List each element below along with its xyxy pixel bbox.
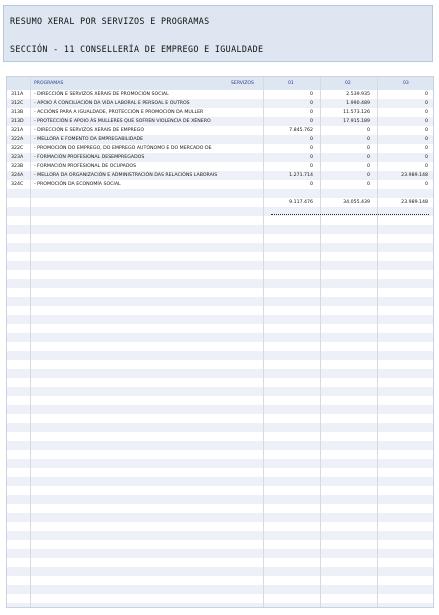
row-code: 311A — [11, 91, 24, 97]
col-03: 03 — [403, 81, 409, 86]
table-row — [7, 171, 433, 180]
row-value-02: 0 — [367, 163, 370, 169]
column-divider — [30, 77, 31, 607]
row-description: - FORMACIÓN PROFESIONAL DE OCUPADOS — [34, 163, 137, 169]
empty-row — [7, 585, 433, 594]
row-description: - MELLORA DA ORGANIZACIÓN E ADMINISTRACIÓN DAS RELACIÓNS LABORAIS — [34, 172, 218, 178]
empty-row — [7, 459, 433, 468]
row-value-02: 0 — [367, 172, 370, 178]
col-programas: PROGRAMAS — [34, 81, 64, 86]
table-row — [7, 90, 433, 99]
table-row — [7, 144, 433, 153]
row-value-03: 0 — [425, 145, 428, 151]
row-value-03: 23.989.148 — [401, 172, 428, 178]
row-value-03: 0 — [425, 118, 428, 124]
empty-row — [7, 495, 433, 504]
row-value-03: 0 — [425, 181, 428, 187]
empty-row — [7, 441, 433, 450]
row-value-03: 0 — [425, 154, 428, 160]
table-header — [7, 77, 433, 90]
empty-row — [7, 567, 433, 576]
col-02: 02 — [345, 81, 351, 86]
row-value-03: 0 — [425, 91, 428, 97]
empty-row — [7, 468, 433, 477]
column-divider — [263, 77, 264, 607]
report-header — [3, 5, 433, 62]
row-code: 323B — [11, 163, 24, 169]
row-value-02: 0 — [367, 145, 370, 151]
summary-table — [6, 76, 434, 608]
row-code: 313D — [11, 118, 24, 124]
empty-row — [7, 531, 433, 540]
row-value-01: 0 — [310, 136, 313, 142]
row-value-02: 0 — [367, 181, 370, 187]
col-servizos: SERVIZOS — [231, 81, 254, 86]
empty-row — [7, 360, 433, 369]
row-description: - ACCIÓNS PARA A IGUALDADE, PROTECCIÓN E PROMOCIÓN DA MULLER — [34, 109, 204, 115]
empty-row — [7, 405, 433, 414]
row-code: 322C — [11, 145, 24, 151]
empty-row — [7, 540, 433, 549]
row-value-02: 11.573.126 — [343, 109, 370, 115]
empty-row — [7, 342, 433, 351]
table-row — [7, 117, 433, 126]
empty-row — [7, 450, 433, 459]
empty-row — [7, 396, 433, 405]
row-value-01: 0 — [310, 163, 313, 169]
empty-row — [7, 252, 433, 261]
totals-row — [7, 198, 433, 207]
empty-row — [7, 378, 433, 387]
empty-row — [7, 333, 433, 342]
row-value-03: 0 — [425, 163, 428, 169]
table-row — [7, 153, 433, 162]
empty-row — [7, 558, 433, 567]
empty-row — [7, 216, 433, 225]
row-value-01: 1.271.714 — [289, 172, 313, 178]
row-code: 324A — [11, 172, 24, 178]
row-value-01: 0 — [310, 118, 313, 124]
row-code: 324C — [11, 181, 24, 187]
empty-row — [7, 288, 433, 297]
row-value-02: 2.539.935 — [346, 91, 370, 97]
empty-row — [7, 522, 433, 531]
empty-row — [7, 594, 433, 603]
empty-row — [7, 504, 433, 513]
row-value-03: 0 — [425, 127, 428, 133]
row-description: - DIRECCIÓN E SERVIZOS XERAIS DE PROMOCIÓN SOCIAL — [34, 91, 169, 97]
empty-row — [7, 486, 433, 495]
empty-row — [7, 387, 433, 396]
row-value-01: 0 — [310, 154, 313, 160]
empty-row — [7, 369, 433, 378]
report-title: RESUMO XERAL POR SERVIZOS E PROGRAMAS — [10, 16, 210, 26]
empty-row — [7, 270, 433, 279]
row-value-03: 0 — [425, 109, 428, 115]
empty-row — [7, 513, 433, 522]
table-body — [7, 90, 433, 608]
row-value-01: 0 — [310, 91, 313, 97]
row-value-02: 0 — [367, 127, 370, 133]
row-description: - PROMOCIÓN DO EMPREGO, DO EMPREGO AUTÓNOMO E DO MERCADO DE — [34, 145, 212, 151]
empty-row — [7, 432, 433, 441]
empty-row — [7, 477, 433, 486]
row-description: - FORMACIÓN PROFESIONAL DESEMPREGADOS — [34, 154, 145, 160]
row-code: 313B — [11, 109, 24, 115]
total-02: 34.055.439 — [343, 199, 370, 205]
row-value-03: 0 — [425, 100, 428, 106]
table-row — [7, 108, 433, 117]
column-divider — [377, 77, 378, 607]
row-value-02: 1.990.489 — [346, 100, 370, 106]
empty-row — [7, 297, 433, 306]
row-value-02: 0 — [367, 136, 370, 142]
row-description: - PROTECCIÓN E APOIO ÁS MULLERES QUE SOFREN VIOLENCIA DE XÉNERO — [34, 118, 211, 124]
row-code: 323A — [11, 154, 24, 160]
empty-row — [7, 225, 433, 234]
total-01: 9.117.476 — [289, 199, 313, 205]
row-value-01: 0 — [310, 181, 313, 187]
empty-row — [7, 306, 433, 315]
empty-row — [7, 234, 433, 243]
col-01: 01 — [288, 81, 294, 86]
row-code: 321A — [11, 127, 24, 133]
table-row — [7, 180, 433, 189]
row-code: 312C — [11, 100, 24, 106]
row-value-01: 0 — [310, 100, 313, 106]
empty-row — [7, 351, 433, 360]
section-title: SECCIÓN - 11 CONSELLERÍA DE EMPREGO E IGUALDADE — [10, 44, 264, 54]
table-row — [7, 135, 433, 144]
total-03: 23.989.148 — [401, 199, 428, 205]
empty-row — [7, 315, 433, 324]
column-divider — [320, 77, 321, 607]
row-value-03: 0 — [425, 136, 428, 142]
row-value-01: 0 — [310, 109, 313, 115]
empty-row — [7, 324, 433, 333]
table-row — [7, 99, 433, 108]
row-description: - PROMOCIÓN DA ECONOMÍA SOCIAL — [34, 181, 121, 187]
empty-row — [7, 603, 433, 608]
empty-row — [7, 414, 433, 423]
row-value-02: 17.915.189 — [343, 118, 370, 124]
row-value-02: 0 — [367, 154, 370, 160]
empty-row — [7, 423, 433, 432]
empty-row — [7, 549, 433, 558]
empty-row — [7, 576, 433, 585]
row-code: 322A — [11, 136, 24, 142]
row-description: - APOIO Á CONCILIACIÓN DA VIDA LABORAL E PERSOAL E OUTROS — [34, 100, 190, 106]
row-value-01: 7.845.762 — [289, 127, 313, 133]
row-value-01: 0 — [310, 145, 313, 151]
empty-row — [7, 261, 433, 270]
row-description: - DIRECCIÓN E SERVIZOS XERAIS DE EMPREGO — [34, 127, 145, 133]
table-row — [7, 126, 433, 135]
table-row — [7, 162, 433, 171]
total-separator — [271, 214, 429, 215]
empty-row — [7, 243, 433, 252]
empty-row — [7, 279, 433, 288]
empty-row — [7, 189, 433, 198]
row-description: - MELLORA E FOMENTO DA EMPREGABILIDADE — [34, 136, 144, 142]
